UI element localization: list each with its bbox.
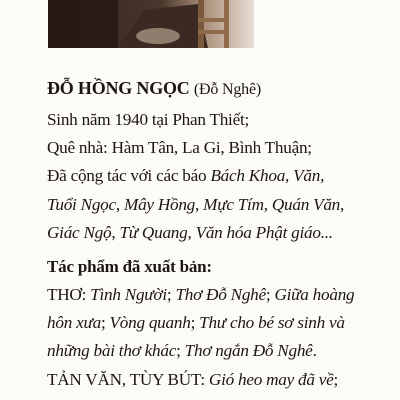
author-heading xyxy=(47,76,397,102)
pen-name: (Đỗ Nghê) xyxy=(193,81,261,98)
paper-title: Giác Ngộ xyxy=(47,222,112,242)
paper-title: Mây Hồng xyxy=(124,194,196,214)
book-title-part: Thư cho bé sơ sinh và xyxy=(199,313,345,333)
book-title: Gió heo may đã về xyxy=(208,369,334,389)
author-photo xyxy=(48,0,254,48)
paper-title: Tuổi Ngọc xyxy=(47,194,116,214)
bio-collab-line-2: Tuổi Ngọc, Mây Hồng, Mực Tím, Quán Văn, xyxy=(47,194,345,214)
poetry-label: THƠ: xyxy=(47,285,91,305)
prose-label: TẢN VĂN, TÙY BÚT: xyxy=(47,369,209,389)
bio-collab-line-1: Đã cộng tác với các báo Bách Khoa, Văn, xyxy=(47,166,325,186)
book-title: Vòng quanh xyxy=(109,313,191,333)
book-title: Thơ Đỗ Nghê xyxy=(175,285,266,305)
paper-title: Bách Khoa xyxy=(210,166,286,186)
prose-line: TẢN VĂN, TÙY BÚT: Gió heo may đã về; xyxy=(47,369,339,389)
poetry-line-2: hôn xưa; Vòng quanh; Thư cho bé sơ sinh và xyxy=(47,313,345,333)
bio-born: Sinh năm 1940 tại Phan Thiết; xyxy=(47,110,250,129)
biography-section xyxy=(47,76,397,394)
paper-title: Văn xyxy=(293,166,321,186)
book-title: Tình Người xyxy=(90,285,167,305)
paper-title: Văn hóa Phật giáo... xyxy=(195,222,333,242)
paper-title: Quán Văn xyxy=(271,194,341,214)
book-title: Thơ ngắn Đỗ Nghê xyxy=(184,341,313,361)
paper-title: Từ Quang xyxy=(119,222,188,242)
book-title-part: Giữa hoàng xyxy=(274,285,355,305)
author-name: ĐỖ HỒNG NGỌC xyxy=(47,78,190,98)
works-heading: Tác phẩm đã xuất bản: xyxy=(47,257,212,277)
bio-hometown: Quê nhà: Hàm Tân, La Gi, Bình Thuận; xyxy=(47,138,312,158)
poetry-line-3: những bài thơ khác; Thơ ngắn Đỗ Nghê. xyxy=(47,341,317,361)
collab-prefix: Đã cộng tác với các báo xyxy=(47,166,211,186)
book-title-part: những bài thơ khác xyxy=(47,341,177,361)
book-title-part: hôn xưa xyxy=(47,313,101,333)
paper-title: Mực Tím xyxy=(203,194,264,214)
bio-collab-line-3: Giác Ngộ, Từ Quang, Văn hóa Phật giáo... xyxy=(47,222,333,242)
poetry-line-1: THƠ: Tình Người; Thơ Đỗ Nghê; Giữa hoàng xyxy=(47,285,355,305)
